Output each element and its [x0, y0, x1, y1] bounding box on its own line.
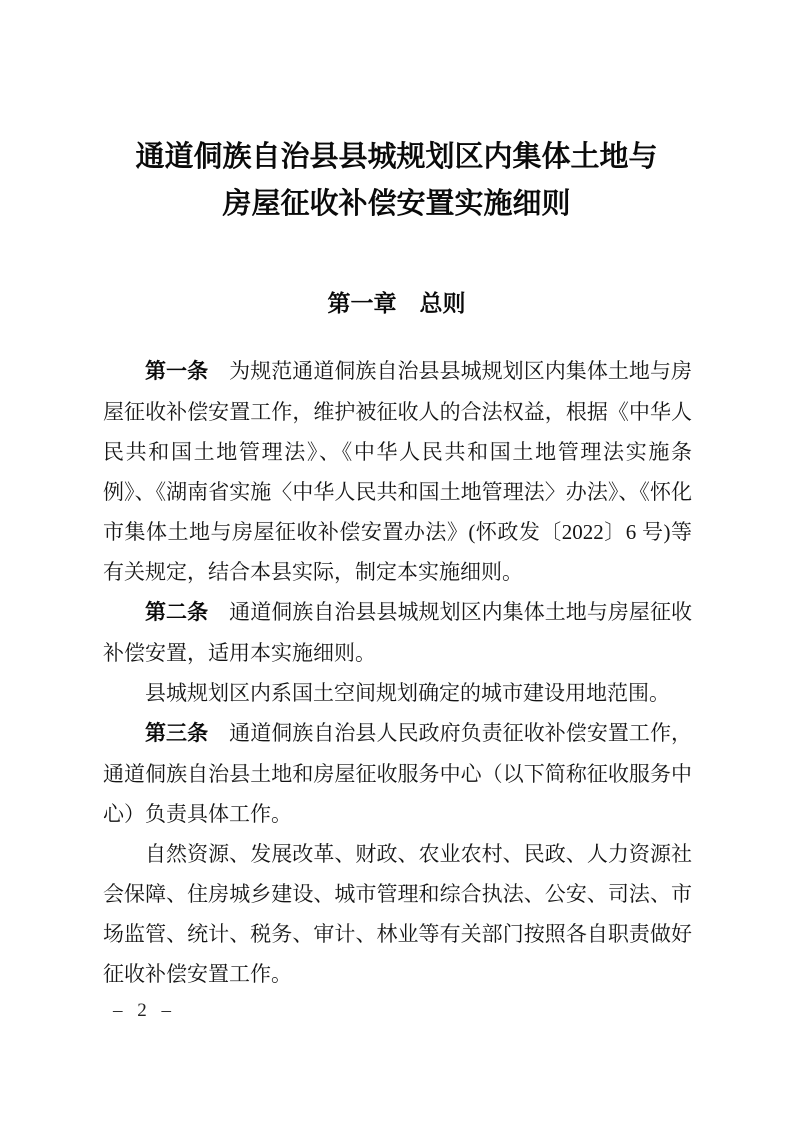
article-1-lead: 第一条 — [145, 360, 209, 383]
paragraph-article-3 — [103, 713, 692, 834]
paragraph-article-2 — [103, 592, 692, 673]
article-3-text: 通道侗族自治县人民政府负责征收补偿安置工作，通道侗族自治县土地和房屋征收服务中心（以下简称征收服务中心）负责具体工作。 — [103, 721, 693, 826]
paragraph-article-3-continuation — [103, 834, 692, 994]
article-3-lead: 第三条 — [145, 722, 209, 745]
paragraph-article-2-continuation — [103, 673, 692, 713]
chapter-heading: 第一章 总则 — [327, 290, 466, 316]
paragraph-article-1 — [103, 351, 692, 592]
article-2-continuation-text: 县城规划区内系国土空间规划确定的城市建设用地范围。 — [145, 681, 670, 705]
page-number: – 2 – — [113, 1000, 176, 1021]
article-1-text: 为规范通道侗族自治县县城规划区内集体土地与房屋征收补偿安置工作，维护被征收人的合法权益，根据《中华人民共和国土地管理法》、《中华人民共和国土地管理法实施条例》、《湖南省实施〈中华人民共和国土地管理法〉办法》、《怀化市集体土地与房屋征收补偿安置办法》(怀政发〔2022〕6 号)等有关规定，结合本县实际，制定本实施细则。 — [103, 359, 693, 584]
document-title-line1: 通道侗族自治县县城规划区内集体土地与 — [135, 141, 658, 173]
article-2-lead: 第二条 — [145, 601, 209, 624]
article-2-text: 通道侗族自治县县城规划区内集体土地与房屋征收补偿安置，适用本实施细则。 — [103, 600, 693, 665]
document-body — [103, 351, 692, 994]
article-3-continuation-text: 自然资源、发展改革、财政、农业农村、民政、人力资源社会保障、住房城乡建设、城市管理和综合执法、公安、司法、市场监管、统计、税务、审计、林业等有关部门按照各自职责做好征收补偿安置工作。 — [103, 842, 692, 986]
document-title-line2: 房屋征收补偿安置实施细则 — [222, 188, 571, 220]
document-title — [0, 134, 793, 228]
